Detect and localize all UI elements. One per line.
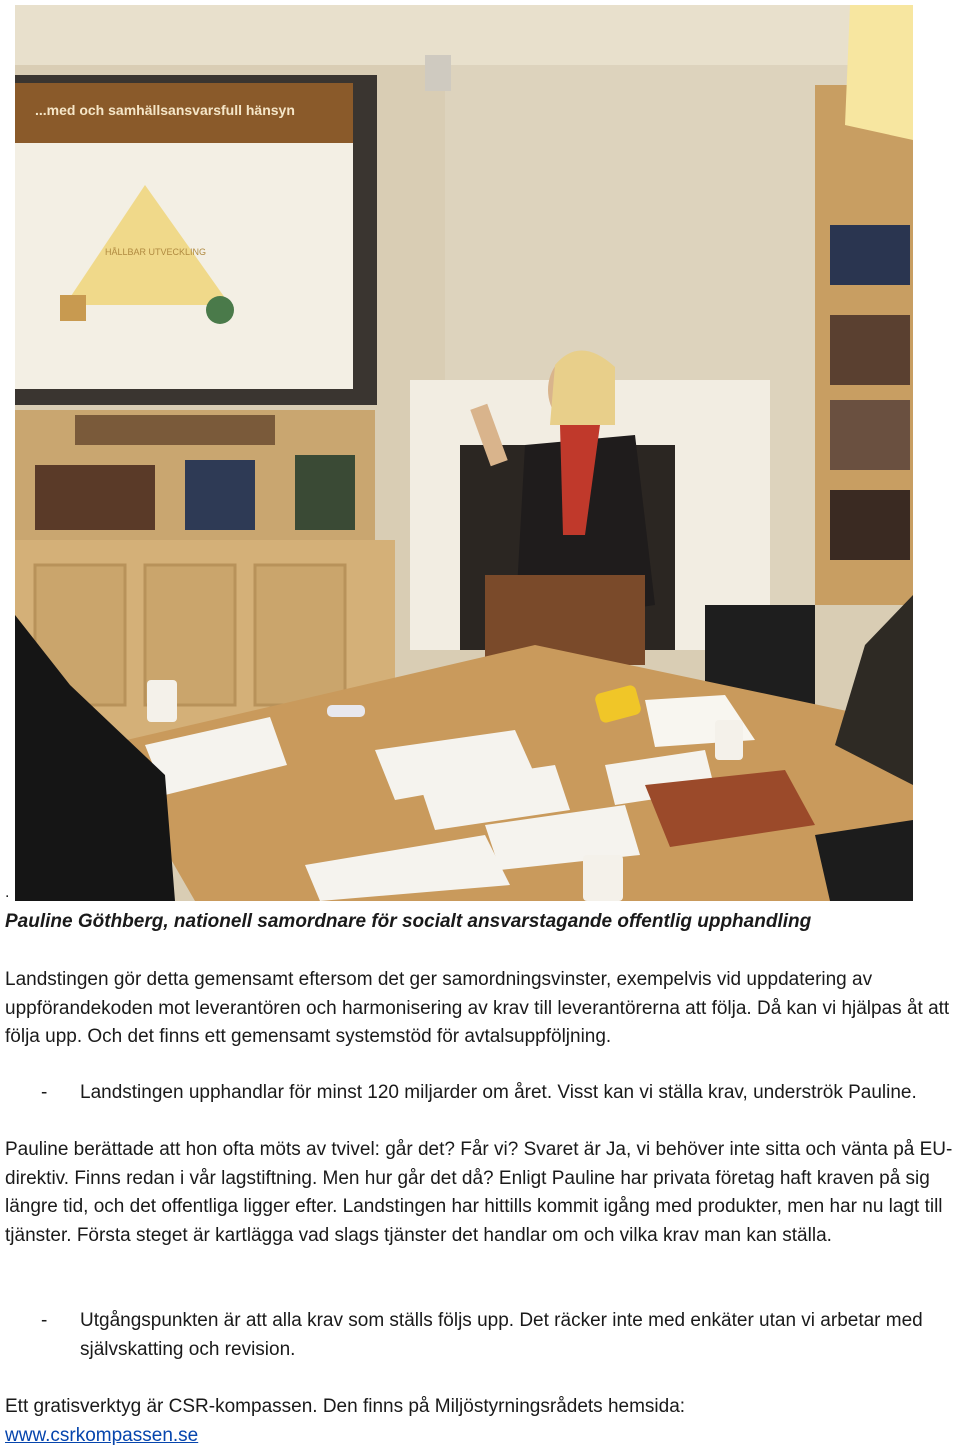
bullet-text: Utgångspunkten är att alla krav som ställs följs upp. Det räcker inte med enkäter utan vi arbetar med självskatting och revision.	[80, 1310, 923, 1360]
paragraph-3	[5, 1393, 955, 1450]
bullet-item-2	[5, 1307, 955, 1364]
bullet-item-1	[5, 1079, 955, 1108]
csr-kompassen-link[interactable]: www.csrkompassen.se	[5, 1424, 199, 1446]
paragraph-3-text: Ett gratisverktyg är CSR-kompassen. Den finns på Miljöstyrningsrådets hemsida:	[5, 1396, 686, 1417]
photo-caption: Pauline Göthberg, nationell samordnare för socialt ansvarstagande offentlig upphandling	[5, 911, 812, 932]
pyramid-label: HÅLLBAR UTVECKLING	[105, 247, 207, 257]
paragraph-1: Landstingen gör detta gemensamt eftersom det ger samordningsvinster, exempelvis vid uppdatering av uppförandekoden mot leverantören och harmonisering av krav till leverantörerna att följa. Då kan vi hjälpas åt att följa upp. Och det finns ett gemensamt systemstöd för avtalsuppföljning.	[5, 969, 950, 1047]
meeting-photo	[15, 5, 913, 901]
bullet-text: Landstingen upphandlar för minst 120 miljarder om året. Visst kan vi ställa krav, underströk Pauline.	[80, 1082, 917, 1103]
stray-dot: .	[5, 884, 10, 901]
paragraph-2: Pauline berättade att hon ofta möts av tvivel: går det? Får vi? Svaret är Ja, vi behöver inte sitta och vänta på EU-direktiv. Finns redan i vår lagstiftning. Men hur går det då? Enligt Pauline har privata företag haft kraven på sig längre tid, och det offentliga ligger efter. Landstingen har hittills kommit igång med produkter, men har nu lagt till tjänster. Första steget är kartlägga vad slags tjänster det handlar om och vilka krav man kan ställa.	[5, 1139, 953, 1246]
bullet-dash: -	[41, 1310, 48, 1331]
slide-title: ...med och samhällsansvarsfull hänsyn	[35, 102, 295, 118]
bullet-dash: -	[41, 1082, 48, 1103]
